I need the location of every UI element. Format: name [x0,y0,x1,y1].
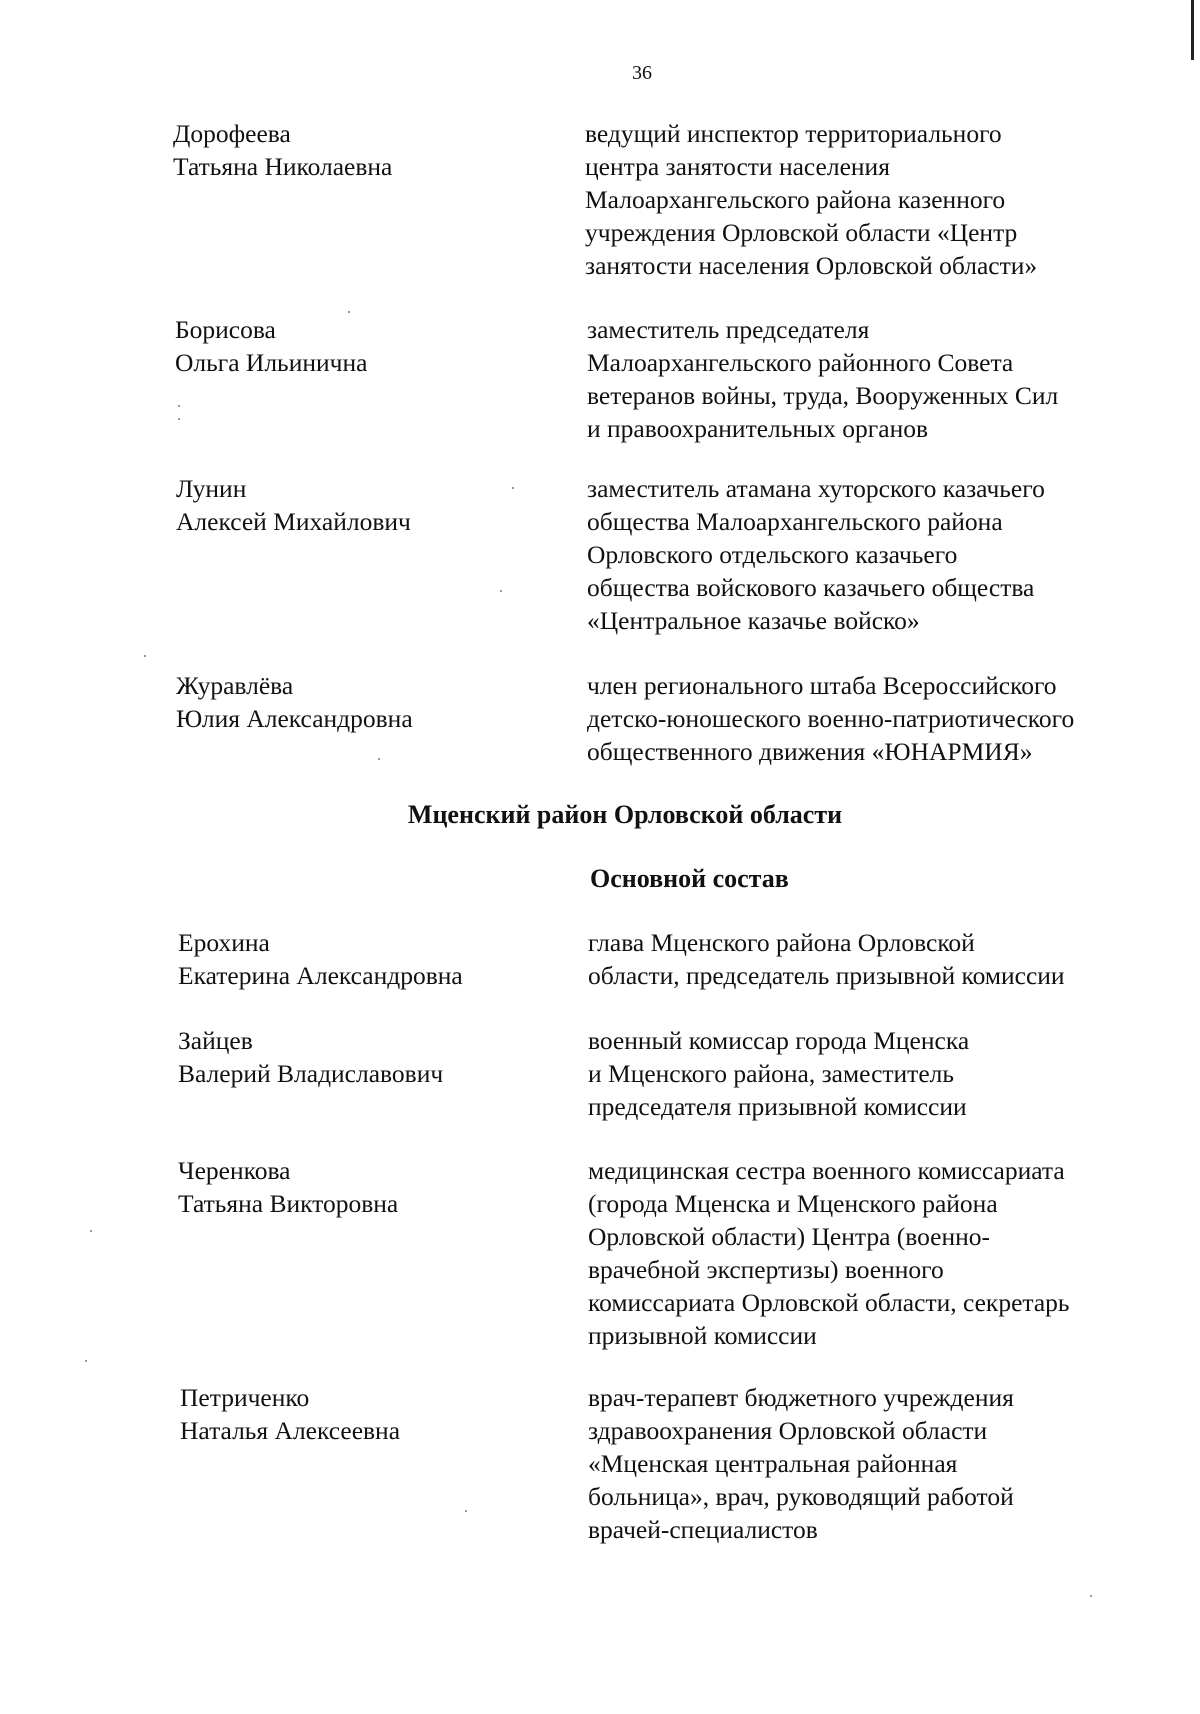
role-line: общества войскового казачьего общества [587,573,1035,602]
role-line: заместитель председателя [587,315,870,344]
role-line: заместитель атамана хуторского казачьего [587,474,1045,503]
member-given-names: Алексей Михайлович [176,507,411,536]
district-heading: Мценский район Орловской области [407,800,843,829]
member-role [587,669,1147,768]
scan-speck [178,405,180,407]
member-name [176,669,536,735]
member-given-names: Екатерина Александровна [178,961,463,990]
member-name [178,1024,538,1090]
role-line: (города Мценска и Мценского района [588,1189,998,1218]
role-line: председателя призывной комиссии [588,1092,967,1121]
member-given-names: Валерий Владиславович [178,1059,444,1088]
page-number: 36 [632,62,652,84]
role-line: призывной комиссии [588,1321,817,1350]
scan-speck [178,418,180,420]
member-role [587,472,1147,637]
member-name [173,117,533,183]
member-surname: Ерохина [178,928,270,957]
role-line: Малоархангельского районного Совета [587,348,1014,377]
role-line: «Центральное казачье войско» [587,606,920,635]
member-surname: Дорофеева [173,119,291,148]
member-surname: Зайцев [178,1026,253,1055]
role-line: общественного движения «ЮНАРМИЯ» [587,737,1033,766]
role-line: военный комиссар города Мценска [588,1026,970,1055]
scan-speck [512,487,514,489]
role-line: «Мценская центральная районная [588,1449,958,1478]
member-role [588,1381,1148,1546]
member-role [588,1024,1148,1123]
role-line: детско-юношеского военно-патриотического [587,704,1075,733]
member-name [176,472,536,538]
member-given-names: Наталья Алексеевна [180,1416,401,1445]
role-line: ветеранов войны, труда, Вооруженных Сил [587,381,1059,410]
role-line: глава Мценского района Орловской [588,928,975,957]
role-line: врачей-специалистов [588,1515,818,1544]
role-line: и правоохранительных органов [587,414,929,443]
role-line: ведущий инспектор территориального [585,119,1002,148]
role-line: член регионального штаба Всероссийского [587,671,1057,700]
role-line: и Мценского района, заместитель [588,1059,955,1088]
role-line: общества Малоархангельского района [587,507,1003,536]
scan-speck [85,1360,87,1362]
member-name [175,313,535,379]
role-line: Малоархангельского района казенного [585,185,1006,214]
member-given-names: Татьяна Викторовна [178,1189,399,1218]
scan-edge-mark [1191,0,1194,60]
scan-speck [144,655,146,657]
member-role [587,313,1147,445]
member-name [180,1381,540,1447]
member-role [585,117,1145,282]
role-line: Орловского отдельского казачьего [587,540,958,569]
member-given-names: Татьяна Николаевна [173,152,393,181]
role-line: занятости населения Орловской области» [585,251,1038,280]
role-line: учреждения Орловской области «Центр [585,218,1018,247]
member-given-names: Юлия Александровна [176,704,413,733]
member-surname: Борисова [175,315,276,344]
member-name [178,926,538,992]
role-line: Орловской области) Центра (военно- [588,1222,991,1251]
member-surname: Журавлёва [176,671,294,700]
scan-speck [378,758,380,760]
member-surname: Петриченко [180,1383,310,1412]
section-heading: Основной состав [590,864,789,893]
role-line: врачебной экспертизы) военного [588,1255,944,1284]
role-line: медицинская сестра военного комиссариата [588,1156,1065,1185]
member-surname: Черенкова [178,1156,291,1185]
role-line: больница», врач, руководящий работой [588,1482,1014,1511]
scan-speck [465,1510,467,1512]
role-line: области, председатель призывной комиссии [588,961,1065,990]
role-line: комиссариата Орловской области, секретарь [588,1288,1070,1317]
member-name [178,1154,538,1220]
scan-speck [500,590,502,592]
scan-speck [348,311,350,313]
scan-speck [1090,1595,1092,1597]
role-line: центра занятости населения [585,152,890,181]
member-given-names: Ольга Ильинична [175,348,368,377]
scan-speck [90,1230,92,1232]
member-role [588,926,1148,992]
role-line: здравоохранения Орловской области [588,1416,988,1445]
role-line: врач-терапевт бюджетного учреждения [588,1383,1014,1412]
member-surname: Лунин [176,474,247,503]
member-role [588,1154,1148,1352]
